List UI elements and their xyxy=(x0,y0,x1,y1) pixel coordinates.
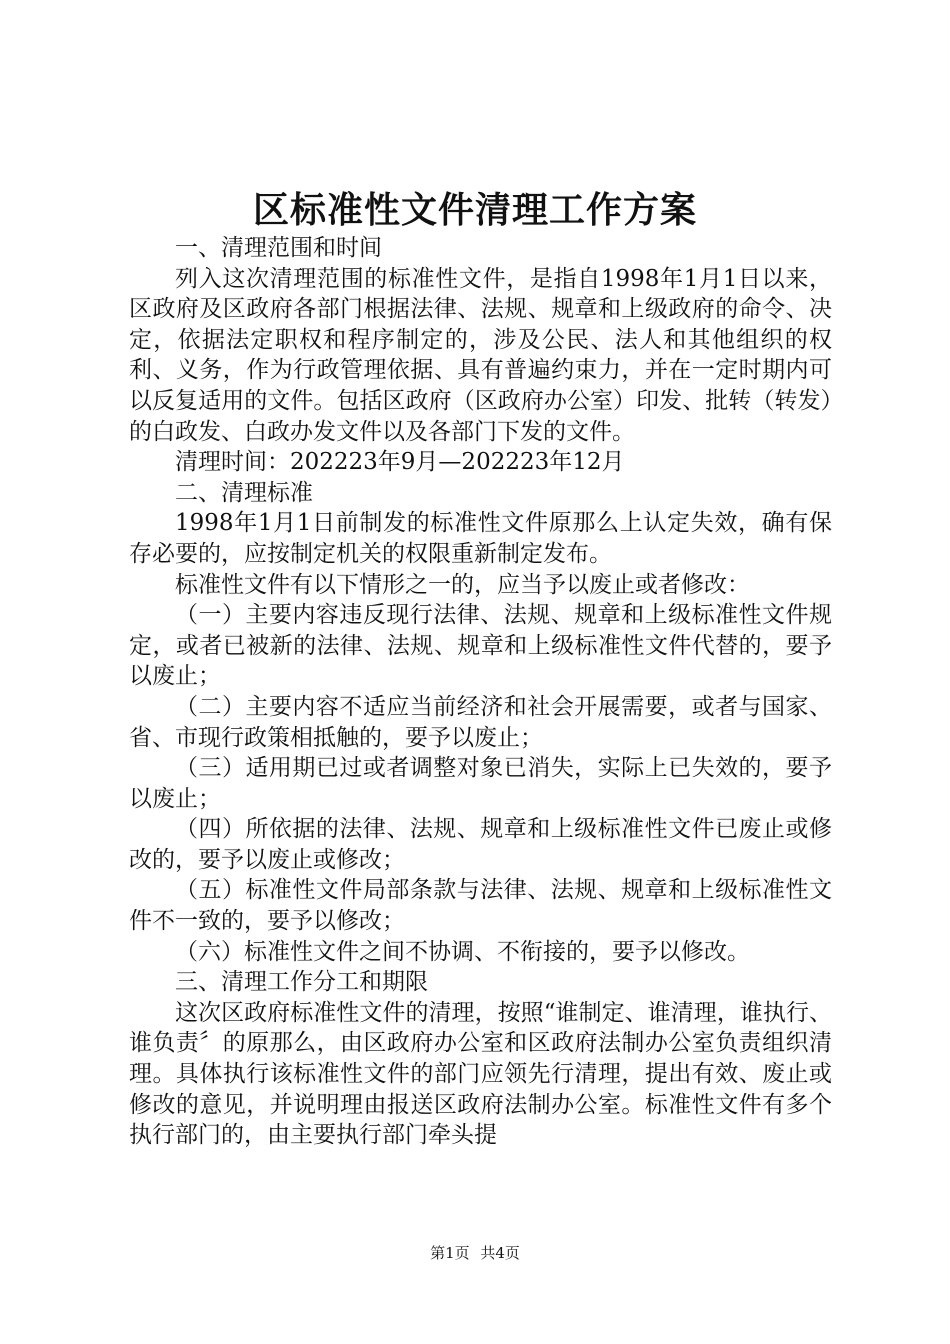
paragraph-division: 这次区政府标准性文件的清理，按照“谁制定、谁清理，谁执行、谁负责〞的原那么，由区政府办公室和区政府法制办公室负责组织清理。具体执行该标准性文件的部门应领先行清理，提出有效、废止或修改的意见，并说明理由报送区政府法制办公室。标准性文件有多个执行部门的，由主要执行部门牵头提 xyxy=(129,999,832,1149)
section-heading-1: 一、清理范围和时间 xyxy=(175,235,382,261)
list-item-1: （一）主要内容违反现行法律、法规、规章和上级标准性文件规定，或者已被新的法律、法规、规章和上级标准性文件代替的，要予以废止； xyxy=(129,602,832,690)
list-item-6: （六）标准性文件之间不协调、不衔接的，要予以修改。 xyxy=(175,938,750,965)
section-heading-2: 二、清理标准 xyxy=(175,479,313,506)
document-body xyxy=(129,233,832,1151)
list-item-2: （二）主要内容不适应当前经济和社会开展需要，或者与国家、省、市现行政策相抵触的，要予以废止； xyxy=(129,693,832,751)
page-number: 第1页 xyxy=(430,1244,470,1262)
list-item-4: （四）所依据的法律、法规、规章和上级标准性文件已废止或修改的，要予以废止或修改； xyxy=(129,816,832,873)
paragraph-conditions-intro: 标准性文件有以下情形之一的，应当予以废止或者修改： xyxy=(175,571,750,598)
list-item-3: （三）适用期已过或者调整对象已消失，实际上已失效的，要予以废止； xyxy=(129,755,832,812)
page-footer xyxy=(0,1243,950,1263)
page-total: 共4页 xyxy=(480,1244,520,1262)
paragraph-pre1998: 1998年1月1日前制发的标准性文件原那么上认定失效，确有保存必要的，应按制定机关的权限重新制定发布。 xyxy=(129,510,832,567)
paragraph-time: 清理时间：202223年9月—202223年12月 xyxy=(175,449,625,476)
page-title: 区标准性文件清理工作方案 xyxy=(252,189,697,231)
paragraph-scope: 列入这次清理范围的标准性文件，是指自1998年1月1日以来，区政府及区政府各部门根据法律、法规、规章和上级政府的命令、决定，依据法定职权和程序制定的，涉及公民、法人和其他组织的权利、义务，作为行政管理依据、具有普遍约束力，并在一定时期内可以反复适用的文件。包括区政府（区政府办公室）印发、批转（转发）的白政发、白政办发文件以及各部门下发的文件。 xyxy=(129,265,832,445)
list-item-5: （五）标准性文件局部条款与法律、法规、规章和上级标准性文件不一致的，要予以修改； xyxy=(129,877,832,935)
section-heading-3: 三、清理工作分工和期限 xyxy=(175,969,428,996)
